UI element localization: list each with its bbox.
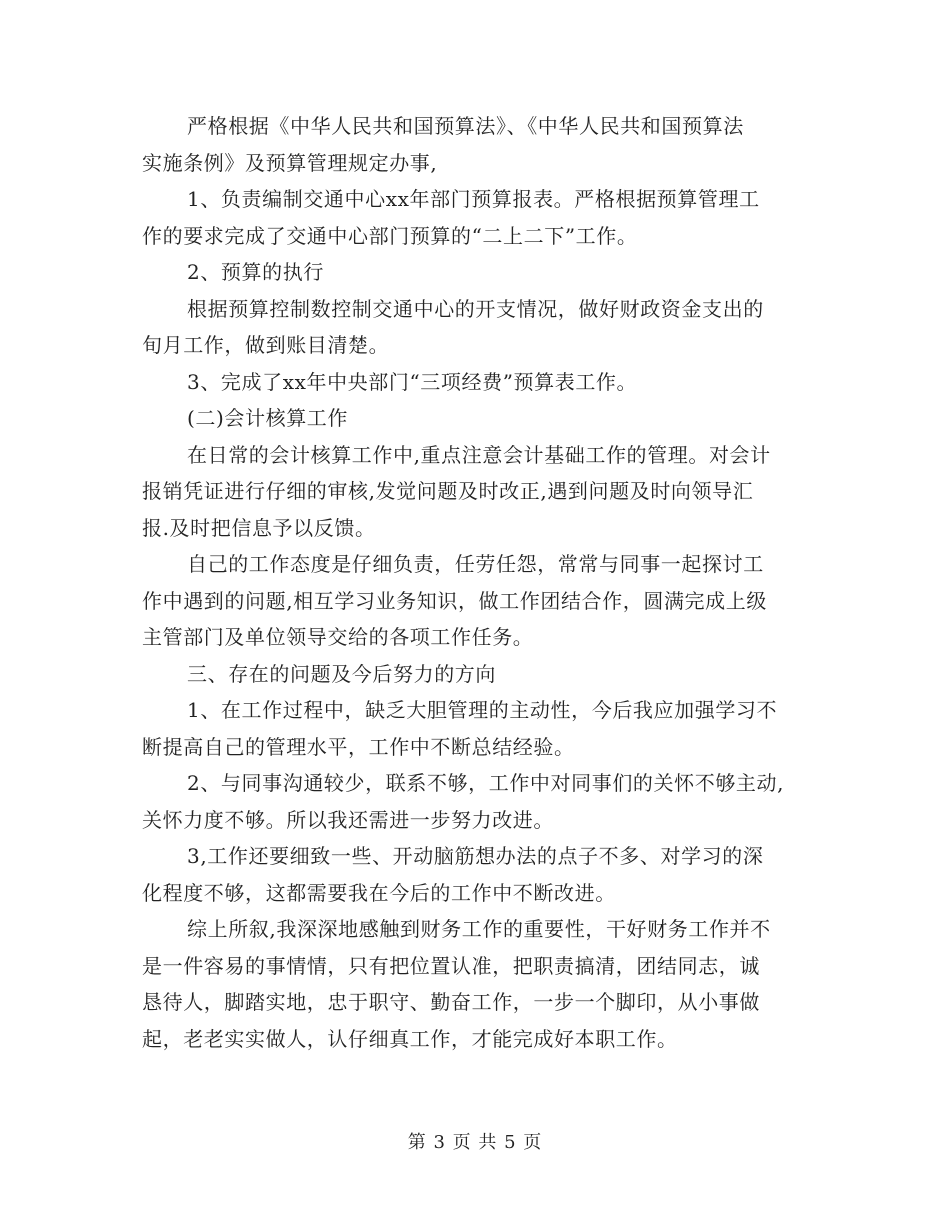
text-line: 报.及时把信息予以反馈。 [142,515,376,540]
page-number-footer: 第 3 页 共 5 页 [407,1132,543,1153]
text-line: 1、负责编制交通中心xx年部门预算报表。严格根据预算管理工 [187,187,760,211]
paragraph-work-attitude [142,546,822,656]
paragraph-budget-law [142,108,822,181]
text-line: 自己的工作态度是仔细负责，任劳任怨，常常与同事一起探讨工 [187,552,764,576]
text-line: 2、预算的执行 [187,260,324,284]
text-line: 恳待人，脚踏实地，忠于职守、勤奋工作，一步一个脚印，从小事做 [142,990,760,1014]
text-line: 3、完成了xx年中央部门“三项经费”预算表工作。 [187,369,638,394]
paragraph-conclusion [142,911,822,1057]
text-line: 起，老老实实做人，认仔细真工作，才能完成好本职工作。 [142,1026,678,1051]
text-line: (二)会计核算工作 [187,406,349,430]
paragraph-budget-control [142,291,822,364]
section-heading-problems [142,656,822,693]
text-line: 主管部门及单位领导交给的各项工作任务。 [142,625,534,649]
text-line: 作的要求完成了交通中心部门预算的“二上二下”工作。 [142,223,638,248]
text-line: 旬月工作，做到账目清楚。 [142,333,390,357]
paragraph-problem-3 [142,838,822,911]
text-line: 作中遇到的问题,相互学习业务知识，做工作团结合作，圆满完成上级 [142,588,767,613]
paragraph-item-1-budget-report [142,181,822,254]
section-heading-accounting [142,400,822,437]
paragraph-item-2-heading [142,254,822,291]
text-line: 2、与同事沟通较少，联系不够，工作中对同事们的关怀不够主动, [187,771,785,795]
text-line: 3,工作还要细致一些、开动脑筋想办法的点子不多、对学习的深 [187,844,764,868]
document-body [142,108,822,1057]
text-line: 在日常的会计核算工作中,重点注意会计基础工作的管理。对会计 [187,442,771,467]
text-line: 综上所叙,我深深地感触到财务工作的重要性，干好财务工作并不 [187,917,771,941]
paragraph-problem-1 [142,692,822,765]
text-line: 三、存在的问题及今后努力的方向 [187,661,496,686]
text-line: 根据预算控制数控制交通中心的开支情况，做好财政资金支出的 [187,296,764,321]
text-line: 严格根据《中华人民共和国预算法》、《中华人民共和国预算法 [187,114,744,138]
text-line: 1、在工作过程中，缺乏大胆管理的主动性，今后我应加强学习不 [187,698,778,722]
text-line: 化程度不够，这都需要我在今后的工作中不断改进。 [142,880,616,905]
text-line: 关怀力度不够。所以我还需进一步努力改进。 [142,807,554,832]
text-line: 断提高自己的管理水平，工作中不断总结经验。 [142,734,575,759]
text-line: 报销凭证进行仔细的审核,发觉问题及时改正,遇到问题及时向领导汇 [142,479,754,503]
paragraph-problem-2 [142,765,822,838]
text-line: 实施条例》及预算管理规定办事, [142,150,438,175]
paragraph-item-3 [142,364,822,401]
text-line: 是一件容易的事情情，只有把位置认准，把职责搞清，团结同志，诚 [142,953,760,978]
paragraph-accounting [142,437,822,547]
